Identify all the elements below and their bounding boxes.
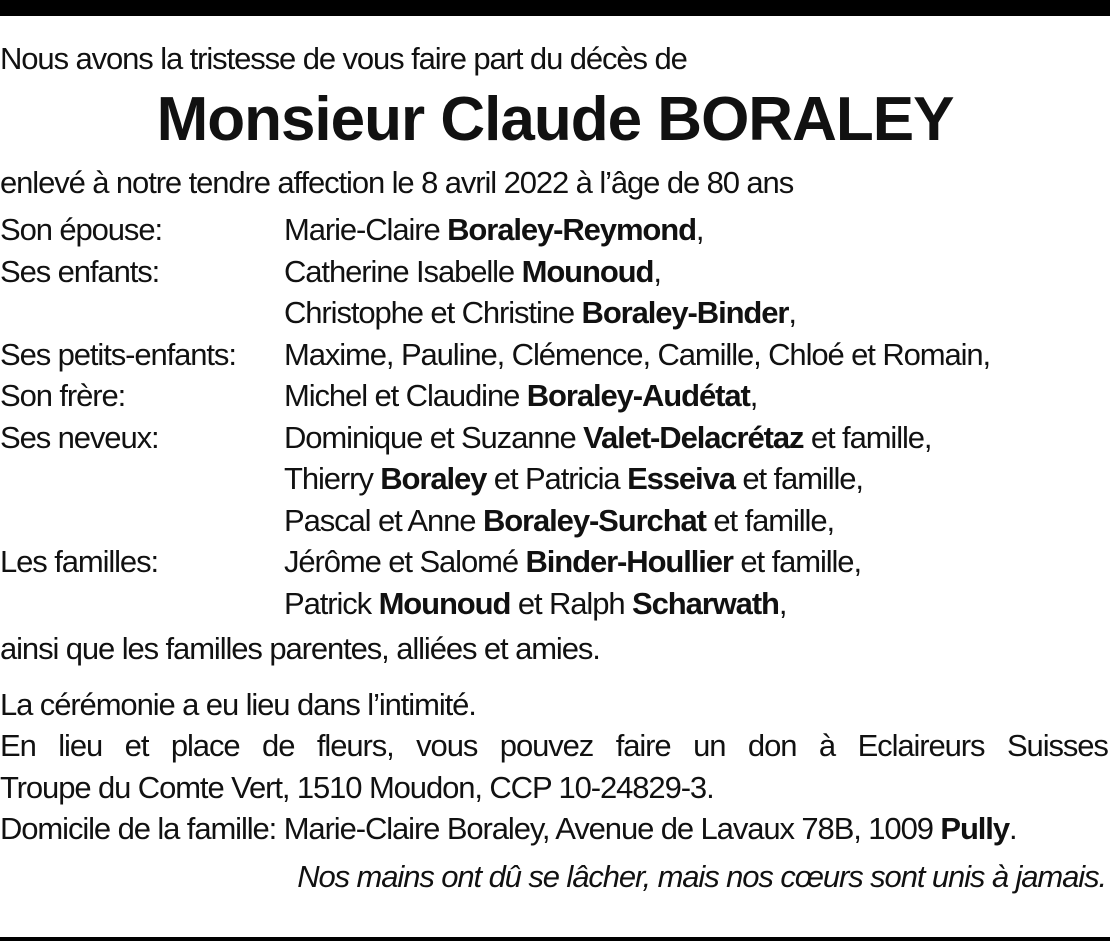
relative-label: Les familles: xyxy=(0,544,158,579)
name-text: et famille, xyxy=(705,502,834,538)
announcement-text: enlevé à notre tendre affection le 8 avril 2022 à l’âge de 80 ans xyxy=(0,164,794,200)
relative-group xyxy=(0,375,1110,417)
relative-group xyxy=(0,541,1110,624)
donation-word: pouvez xyxy=(499,728,594,763)
donation-word: don xyxy=(747,728,797,763)
donation-word: fleurs, xyxy=(316,728,394,763)
relative-names xyxy=(284,334,1110,376)
donation-text xyxy=(0,725,1108,767)
relative-group xyxy=(0,334,1110,376)
relative-label: Ses neveux: xyxy=(0,419,159,455)
relative-line xyxy=(284,583,1110,625)
name-text: et famille, xyxy=(803,419,932,455)
name-text: , xyxy=(695,212,704,247)
relative-names xyxy=(284,375,1110,417)
relative-line xyxy=(284,541,1110,583)
relative-group xyxy=(0,209,1110,251)
family-name: Scharwath xyxy=(632,585,779,621)
bottom-rule xyxy=(0,937,1110,941)
relative-line xyxy=(284,209,1110,251)
family-name: Valet-Delacrétaz xyxy=(583,419,804,455)
family-name: Binder-Houllier xyxy=(525,544,733,579)
name-text: Patrick xyxy=(284,585,379,621)
family-name: Boraley-Binder xyxy=(581,295,789,330)
domicile-address: Domicile de la famille: Marie-Claire Boraley, Avenue de Lavaux 78B, 1009 xyxy=(0,811,941,846)
donation-word: Suisses xyxy=(1006,728,1108,763)
relative-line xyxy=(284,292,1110,334)
donation-word: faire xyxy=(615,728,671,763)
relative-names xyxy=(284,541,1110,624)
relative-label: Son frère: xyxy=(0,378,126,413)
name-text: Christophe et Christine xyxy=(284,295,582,330)
name-text: , xyxy=(749,378,758,413)
relative-label: Ses petits-enfants: xyxy=(0,336,236,372)
domicile-city: Pully xyxy=(940,811,1009,846)
family-name: Mounoud xyxy=(378,585,511,621)
donation-word: Eclaireurs xyxy=(857,728,985,763)
relative-label: Son épouse: xyxy=(0,212,162,247)
relative-line xyxy=(284,375,1110,417)
relative-label: Ses enfants: xyxy=(0,253,160,289)
donation-word: et xyxy=(124,728,149,763)
family-name: Mounoud xyxy=(521,253,654,289)
name-text: et Patricia xyxy=(486,461,628,496)
donation-continuation: Troupe du Comte Vert, 1510 Moudon, CCP 10-24829-3. xyxy=(0,769,714,805)
relative-line xyxy=(284,334,1110,376)
name-text: Maxime, Pauline, Clémence, Camille, Chloé et Romain, xyxy=(284,336,991,372)
relative-line xyxy=(284,251,1110,293)
relative-line xyxy=(284,417,1110,459)
name-text: Michel et Claudine xyxy=(284,378,527,413)
relative-line xyxy=(284,500,1110,542)
donation-word: place xyxy=(170,728,240,763)
name-text: , xyxy=(788,295,796,330)
relative-names xyxy=(284,417,1110,542)
family-name: Boraley-Surchat xyxy=(482,502,706,538)
name-text: Marie-Claire xyxy=(284,212,448,247)
family-name: Esseiva xyxy=(627,461,735,496)
family-name: Boraley xyxy=(380,461,487,496)
donation-word: un xyxy=(693,728,726,763)
name-text: , xyxy=(778,585,787,621)
closing-text: ainsi que les familles parentes, alliées et amies. xyxy=(0,631,600,666)
deceased-name: Monsieur Claude BORALEY xyxy=(156,84,954,154)
family-name: Boraley-Audétat xyxy=(526,378,750,413)
name-text: et Ralph xyxy=(510,585,633,621)
donation-word: vous xyxy=(416,728,478,763)
relative-line xyxy=(284,458,1110,500)
obituary-notice xyxy=(0,38,1110,897)
relatives-list xyxy=(0,209,1110,624)
domicile-end: . xyxy=(1008,811,1017,846)
name-text: , xyxy=(653,253,661,289)
name-text: et famille, xyxy=(732,544,861,579)
top-rule xyxy=(0,0,1110,16)
relative-group xyxy=(0,417,1110,542)
motto-text: Nos mains ont dû se lâcher, mais nos cœurs sont unis à jamais. xyxy=(297,858,1106,894)
name-text: Thierry xyxy=(284,461,381,496)
relative-names xyxy=(284,251,1110,334)
donation-word: à xyxy=(818,728,836,763)
domicile-text xyxy=(0,808,1110,850)
intro-text: Nous avons la tristesse de vous faire part du décès de xyxy=(0,41,687,76)
name-text: Jérôme et Salomé xyxy=(284,544,526,579)
donation-word: lieu xyxy=(58,728,103,763)
family-name: Boraley-Reymond xyxy=(447,212,696,247)
name-text: Dominique et Suzanne xyxy=(284,419,584,455)
name-text: Pascal et Anne xyxy=(284,502,483,538)
donation-word: En xyxy=(0,728,36,763)
donation-word: de xyxy=(262,728,295,763)
ceremony-text: La cérémonie a eu lieu dans l’intimité. xyxy=(0,686,476,722)
relative-names xyxy=(284,209,1110,251)
name-text: Catherine Isabelle xyxy=(284,253,522,289)
name-text: et famille, xyxy=(734,461,863,496)
relative-group xyxy=(0,251,1110,334)
